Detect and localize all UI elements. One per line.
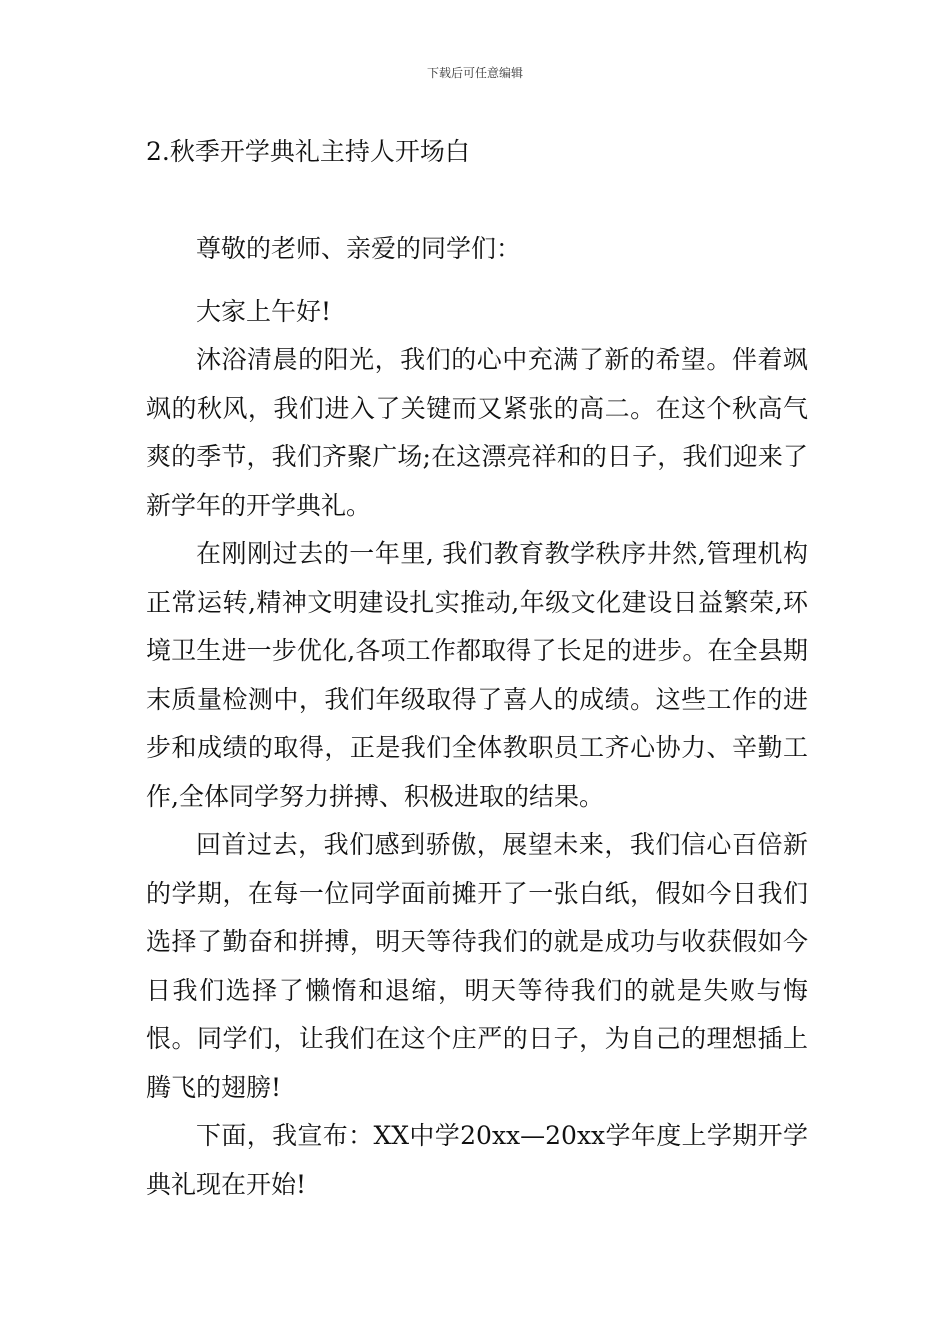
paragraph-opening: 沐浴清晨的阳光，我们的心中充满了新的希望。伴着飒飒的秋风，我们进入了关键而又紧张的高二。在这个秋高气爽的季节，我们齐聚广场;在这漂亮祥和的日子，我们迎来了新学年的开学典礼。: [146, 345, 808, 520]
page-header-note: 下载后可任意编辑: [426, 66, 523, 80]
paragraph-announcement: 下面，我宣布：XX中学20xx—20xx学年度上学期开学典礼现在开始!: [146, 1121, 808, 1199]
document-title: 2.秋季开学典礼主持人开场白: [146, 137, 470, 166]
paragraph-review: 在刚刚过去的一年里, 我们教育教学秩序井然,管理机构正常运转,精神文明建设扎实推动,年级文化建设日益繁荣,环境卫生进一步优化,各项工作都取得了长足的进步。在全县期末质量检测中，我们年级取得了喜人的成绩。这些工作的进步和成绩的取得，正是我们全体教职员工齐心协力、辛勤工作,全体同学努力拼搏、积极进取的结果。: [146, 539, 808, 811]
document-body: [146, 225, 808, 1209]
paragraph-salutation: 尊敬的老师、亲爱的同学们：: [196, 234, 522, 263]
paragraph-greeting: 大家上午好!: [196, 296, 332, 326]
paragraph-outlook: 回首过去，我们感到骄傲，展望未来，我们信心百倍新的学期，在每一位同学面前摊开了一张白纸，假如今日我们选择了勤奋和拼搏，明天等待我们的就是成功与收获假如今日我们选择了懒惰和退缩，明天等待我们的就是失败与悔恨。同学们，让我们在这个庄严的日子，为自己的理想插上腾飞的翅膀!: [146, 830, 808, 1102]
